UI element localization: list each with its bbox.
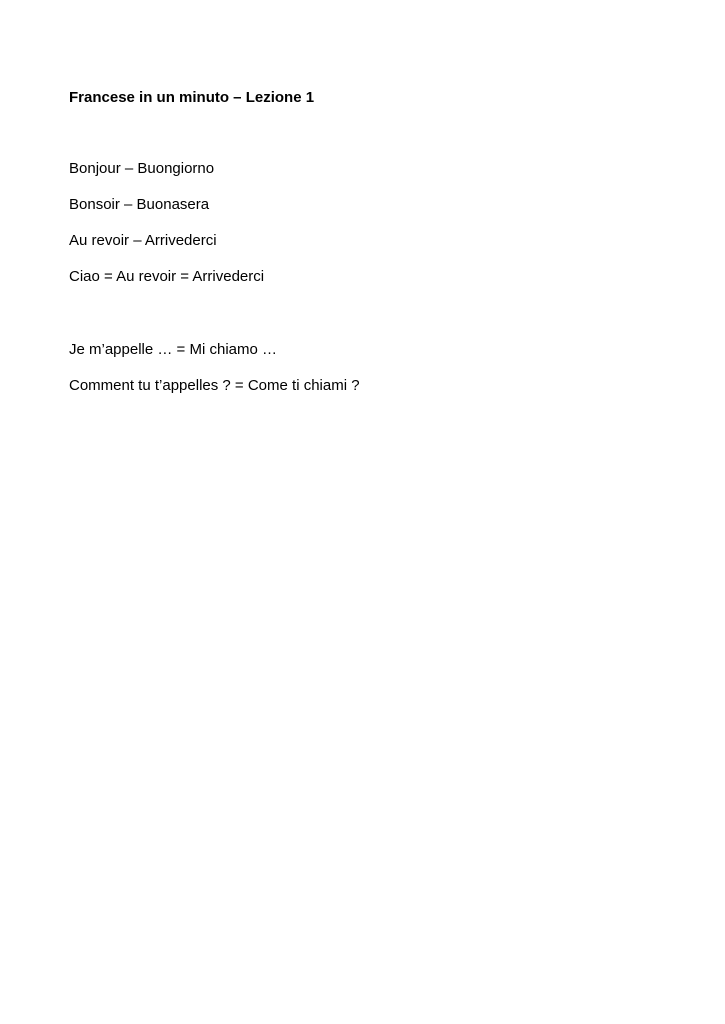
- greeting-line: Au revoir – Arrivederci: [69, 232, 217, 249]
- greeting-line: Ciao = Au revoir = Arrivederci: [69, 268, 265, 285]
- phrase-line: Comment tu t’appelles ? = Come ti chiami ?: [69, 377, 360, 394]
- document-title: Francese in un minuto – Lezione 1: [69, 89, 315, 106]
- greeting-line: Bonjour – Buongiorno: [69, 160, 215, 177]
- greeting-line: Bonsoir – Buonasera: [69, 196, 210, 213]
- phrase-line: Je m’appelle … = Mi chiamo …: [69, 341, 277, 358]
